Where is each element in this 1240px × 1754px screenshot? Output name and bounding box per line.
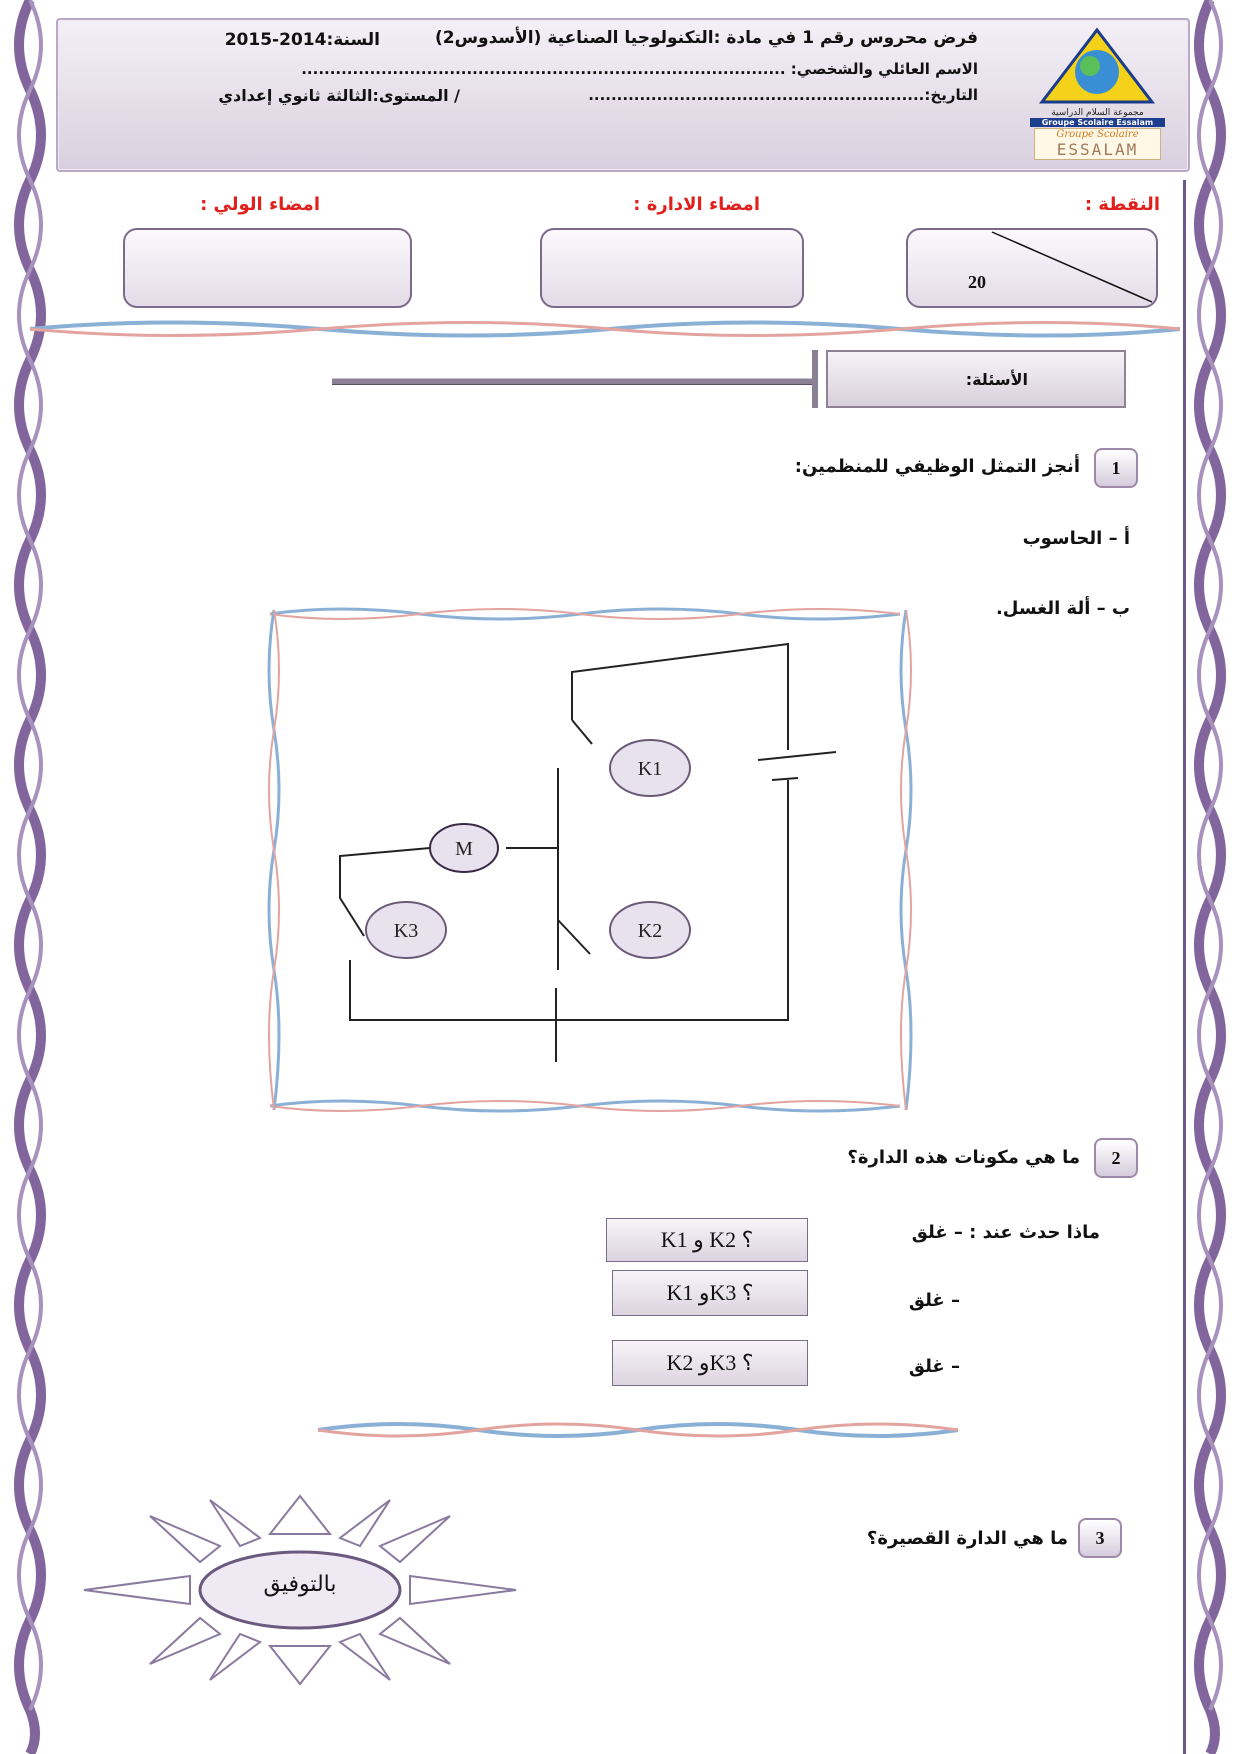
question-number-2: 2 xyxy=(1094,1138,1138,1178)
question-2-text: ما هي مكونات هذه الدارة؟ xyxy=(847,1147,1080,1168)
admin-signature-box[interactable] xyxy=(540,228,804,308)
guardian-signature-label: امضاء الولي : xyxy=(200,194,320,215)
circuit-wires xyxy=(340,644,836,1062)
motor xyxy=(430,824,498,872)
school-year: السنة:2014-2015 xyxy=(224,30,380,50)
logo-brand: ESSALAM xyxy=(1056,140,1139,159)
logo-text-fr: Groupe Scolaire Essalam xyxy=(1030,118,1165,127)
k3-label: K3 xyxy=(393,920,419,942)
score-total: 20 xyxy=(968,272,986,292)
exam-title: فرض محروس رقم 1 في مادة :التكنولوجيا الصناعية (الأسدوس2) xyxy=(434,28,978,48)
answer-box-k1-k3[interactable]: K1 وK3 ؟ xyxy=(612,1270,808,1316)
answer-box-k2-k3[interactable]: K2 وK3 ؟ xyxy=(612,1340,808,1386)
question-2-close-2: – غلق xyxy=(908,1290,960,1311)
small-separator-ribbon xyxy=(318,1414,958,1446)
k2-label: K2 xyxy=(637,920,663,942)
circuit-frame xyxy=(269,609,911,1111)
questions-header-box xyxy=(826,350,1126,408)
separator-ribbon xyxy=(30,314,1180,344)
logo-script: Groupe Scolaire xyxy=(1056,129,1139,140)
question-number-3: 3 xyxy=(1078,1518,1122,1558)
score-label: النقطة : xyxy=(1084,194,1160,215)
question-3-text: ما هي الدارة القصيرة؟ xyxy=(866,1528,1068,1549)
question-1-text: أنجز التمثل الوظيفي للمنظمين: xyxy=(794,456,1080,477)
guardian-signature-box[interactable] xyxy=(123,228,412,308)
admin-signature-label: امضاء الادارة : xyxy=(633,194,760,215)
level-label: / المستوى:الثالثة ثانوي إعدادي xyxy=(218,86,460,105)
circuit-diagram xyxy=(260,600,920,1120)
good-luck-text: بالتوفيق xyxy=(263,1572,337,1597)
score-slash xyxy=(908,230,1156,306)
answer-box-k1-k2[interactable]: K1 و K2 ؟ xyxy=(606,1218,808,1262)
question-2-intro: ماذا حدث عند : – غلق xyxy=(911,1222,1100,1243)
questions-rule-end xyxy=(812,350,818,408)
logo-text-ar: مجموعة السلام الدراسية xyxy=(1051,108,1144,118)
question-number-1: 1 xyxy=(1094,448,1138,488)
questions-rule xyxy=(332,378,818,385)
logo-triangle-icon xyxy=(1030,26,1165,106)
right-margin-line xyxy=(1183,180,1186,1754)
k1-switch xyxy=(610,740,690,796)
left-border-decoration xyxy=(0,0,60,1754)
k1-label: K1 xyxy=(637,758,663,780)
question-1-item-b: ب – ألة الغسل. xyxy=(995,598,1130,619)
right-border-decoration xyxy=(1180,0,1240,1754)
date-field[interactable]: التاريخ:........................................................... xyxy=(588,86,978,104)
motor-label: M xyxy=(455,838,473,860)
student-name-field[interactable]: الاسم العائلي والشخصي: ..................................................................................... xyxy=(301,60,978,78)
question-1-item-a: أ – الحاسوب xyxy=(1022,528,1130,549)
question-2-close-3: – غلق xyxy=(908,1356,960,1377)
school-logo xyxy=(1030,26,1165,159)
k3-switch xyxy=(366,902,446,958)
k2-switch xyxy=(610,902,690,958)
questions-label: الأسئلة: xyxy=(965,369,1028,389)
score-box[interactable] xyxy=(906,228,1158,308)
